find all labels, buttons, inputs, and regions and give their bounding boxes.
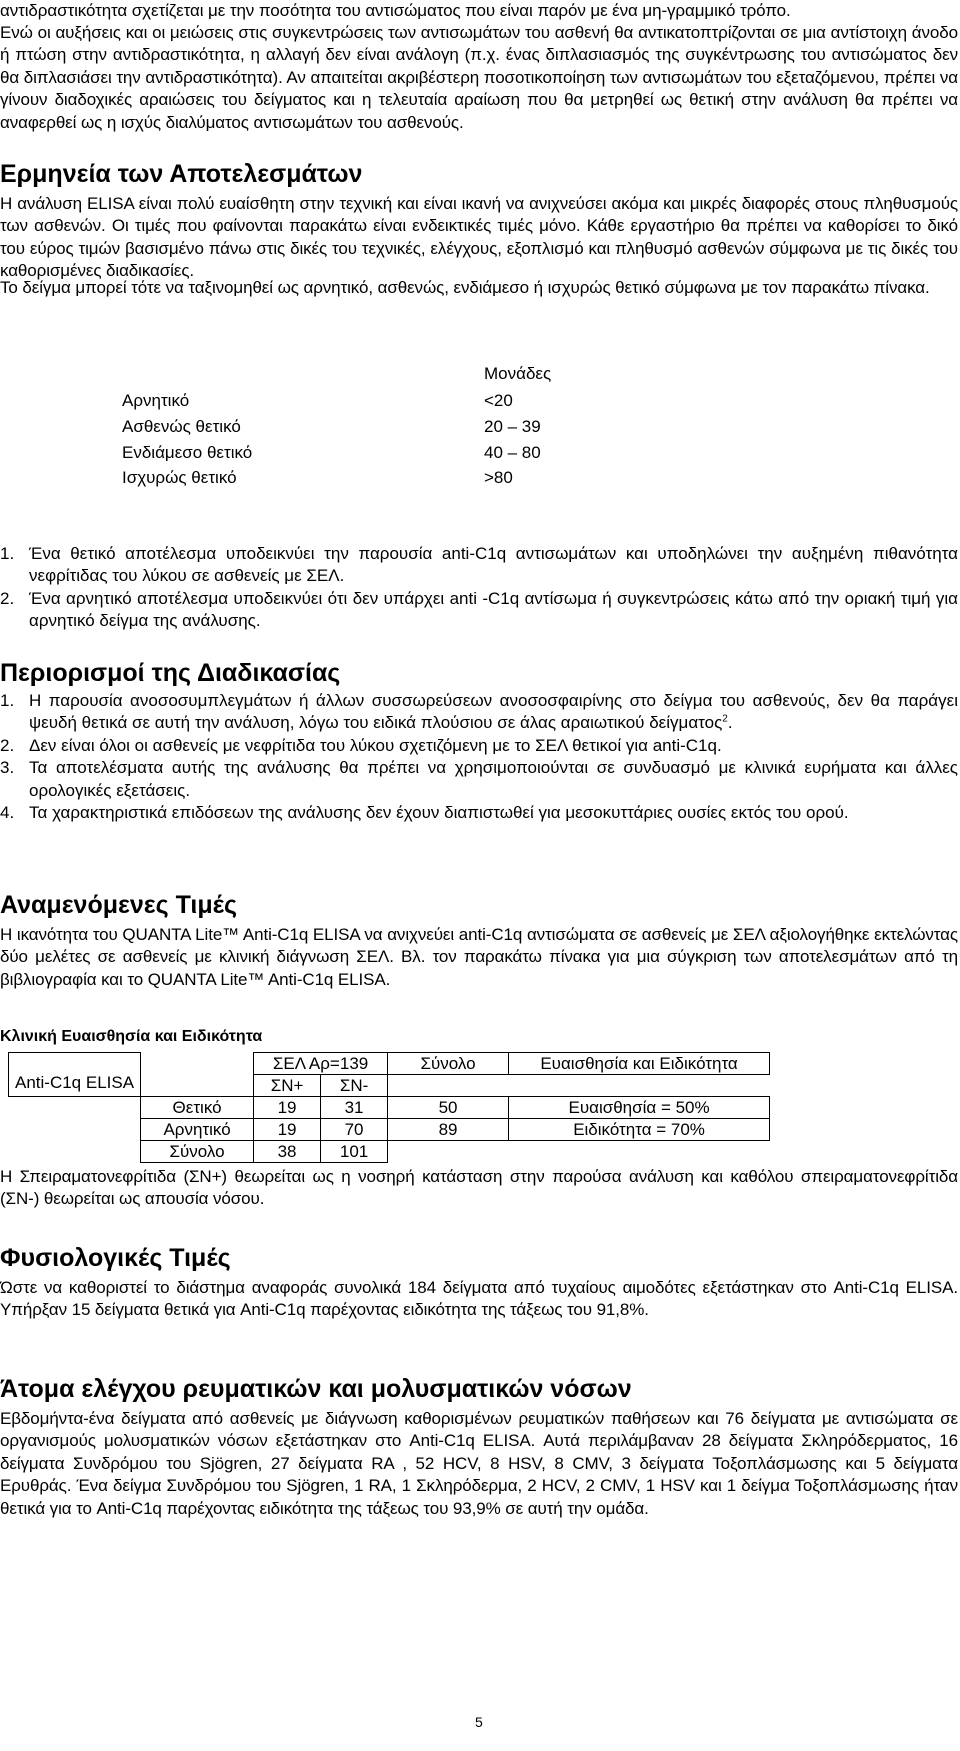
section-heading-controls: Άτομα ελέγχου ρευματικών και μολυσματικών νόσων [0, 1375, 632, 1403]
units-row [122, 442, 722, 464]
list-item: 2. Δεν είναι όλοι οι ασθενείς με νεφρίτιδα του λύκου σχετιζόμενη με το ΣΕΛ θετικοί για anti-C1q. [0, 735, 722, 755]
expected-paragraph: Η ικανότητα του QUANTA Lite™ Anti-C1q ELISA να ανιχνεύει anti-C1q αντισώματα σε ασθενείς με ΣΕΛ αξιολογήθηκε εκτελώντας δύο μελέτες σε ασθενείς με κλινική διάγνωση ΣΕΛ. Βλ. τον παρακάτω πίνακα για μια σύγκριση των αποτελεσμάτων από τη βιβλιογραφία και το QUANTA Lite™ Anti-C1q ELISA. [0, 925, 958, 989]
units-row [122, 416, 722, 438]
table-cell: Αρνητικό [141, 1119, 254, 1141]
table-header: ΣΝ+ [254, 1075, 321, 1097]
list-item: 4. Τα χαρακτηριστικά επιδόσεων της ανάλυσης δεν έχουν διαπιστωθεί για μεσοκυττάριες ουσίες εκτός του ορού. [0, 803, 849, 823]
section-heading-interpretation: Ερμηνεία των Αποτελεσμάτων [0, 160, 363, 188]
table-header: ΣΕΛ Αρ=139 [254, 1053, 388, 1075]
units-value: 20 – 39 [484, 417, 541, 436]
intro-paragraph: Ενώ οι αυξήσεις και οι μειώσεις στις συγκεντρώσεις των αντισωμάτων του ασθενή θα αντικατοπτρίζονται σε μια αντίστοιχη άνοδο ή πτώση στην αντιδραστικότητα, η αλλαγή δεν είναι ανάλογη (π.χ. ένας διπλασιασμός της συγκέντρωσης του αντισώματος δεν θα διπλασιάσει την αντιδραστικότητα). Αν απαιτείται ακριβέστερη ποσοτικοποίηση των αντισωμάτων του εξεταζόμενου, πρέπει να γίνουν διαδοχικές αραιώσεις του δείγματος και η τελευταία αραίωση που θα μετρηθεί ως θετική στην ανάλυση θα πρέπει να αναφερθεί ως η ισχύς διαλύματος αντισωμάτων του ασθενούς. [0, 23, 958, 132]
controls-paragraph: Εβδομήντα-ένα δείγματα από ασθενείς με διάγνωση καθορισμένων ρευματικών παθήσεων και 76 δείγματα με αντισώματα σε οργανισμούς μολυσματικών νόσων εξετάστηκαν στο Anti-C1q ELISA. Αυτά περιλάμβαναν 28 δείγματα Σκληρόδερματος, 16 δείγματα Συνδρόμου του Sjögren, 27 δείγματα RA , 52 HCV, 8 HSV, 8 CMV, 3 δείγματα Τοξοπλάσμωσης και 5 δείγματα Ερυθράς. Ένα δείγμα Συνδρόμου του Sjögren, 1 RA, 1 Σκληρόδερμα, 2 HCV, 2 CMV, 1 HSV και 1 δείγμα Τοξοπλάσμωσης ήταν θετικά για το Anti-C1q παρέχοντας ειδικότητα της τάξεως του 93,9% σε αυτή την ομάδα. [0, 1409, 958, 1518]
sensitivity-subheading: Κλινική Ευαισθησία και Ειδικότητα [0, 1028, 263, 1045]
units-value: 40 – 80 [484, 443, 541, 462]
page-number: 5 [475, 1714, 483, 1730]
table-cell: Θετικό [141, 1097, 254, 1119]
table-header: Σύνολο [388, 1053, 509, 1075]
interpretation-paragraph: Η ανάλυση ELISA είναι πολύ ευαίσθητη στην τεχνική και είναι ικανή να ανιχνεύσει ακόμα και μικρές διαφορές στους πληθυσμούς των ασθενών. Οι τιμές που φαίνονται παρακάτω είναι ενδεικτικές τιμές μόνο. Κάθε εργαστήριο θα πρέπει να καθορίσει το δικό του εύρος τιμών βασισμένο πάνω στις δικές του τεχνικές, ελέγχους, εξοπλισμό και πληθυσμό ασθενών σύμφωνα με τις δικές του καθορισμένες διαδικασίες. [0, 194, 958, 281]
table-cell: 19 [254, 1097, 321, 1119]
table-cell: Σύνολο [141, 1141, 254, 1163]
list-item: 2. Ένα αρνητικό αποτέλεσμα υποδεικνύει ότι δεν υπάρχει anti -C1q αντίσωμα ή συγκεντρώσεις κάτω από την οριακή τιμή για αρνητικό δείγμα της ανάλυσης. [0, 588, 958, 631]
units-value: >80 [484, 468, 513, 487]
section-heading-limitations: Περιορισμοί της Διαδικασίας [0, 659, 341, 687]
intro-line: αντιδραστικότητα σχετίζεται με την ποσότητα του αντισώματος που είναι παρόν με ένα μη-γραμμικό τρόπο. [0, 1, 791, 20]
table-header: Ευαισθησία και Ειδικότητα [509, 1053, 770, 1075]
units-label: Αρνητικό [122, 391, 190, 410]
classification-paragraph: Το δείγμα μπορεί τότε να ταξινομηθεί ως αρνητικό, ασθενώς, ενδιάμεσο ή ισχυρώς θετικό σύμφωνα με τον παρακάτω πίνακα. [0, 278, 930, 297]
table-cell: 101 [321, 1141, 388, 1163]
table-cell: 38 [254, 1141, 321, 1163]
list-item: 1. Η παρουσία ανοσοσυμπλεγμάτων ή άλλων συσσωρεύσεων ανοσοσφαιρίνης στο δείγμα του ασθενούς, δεν θα παράγει ψευδή θετικά σε αυτή την ανάλυση, λόγω του ειδικά πλούσιου σε άλας αραιωτικού δείγματος$^2$. [0, 691, 958, 733]
table-cell: 70 [321, 1119, 388, 1141]
section-heading-expected: Αναμενόμενες Τιμές [0, 891, 237, 919]
table-header: ΣΝ- [321, 1075, 388, 1097]
table-note: Η Σπειραματονεφρίτιδα (ΣΝ+) θεωρείται ως η νοσηρή κατάσταση στην παρούσα ανάλυση και καθόλου σπειραματονεφρίτιδα (ΣΝ-) θεωρείται ως απουσία νόσου. [0, 1167, 958, 1209]
table-cell: Ειδικότητα = 70% [509, 1119, 770, 1141]
units-value: <20 [484, 391, 513, 410]
list-item: 3. Τα αποτελέσματα αυτής της ανάλυσης θα πρέπει να χρησιμοποιούνται σε συνδυασμό με κλινικά ευρήματα και άλλες ορολογικές εξετάσεις. [0, 758, 958, 800]
table-cell: 31 [321, 1097, 388, 1119]
section-heading-normal: Φυσιολογικές Τιμές [0, 1244, 231, 1272]
table-row [9, 1119, 770, 1141]
units-label: Ασθενώς θετικό [122, 417, 241, 436]
table-row [9, 1097, 770, 1119]
limitations-list [0, 690, 958, 824]
table-cell: 89 [388, 1119, 509, 1141]
normal-paragraph: Ώστε να καθοριστεί το διάστημα αναφοράς συνολικά 184 δείγματα από τυχαίους αιμοδότες εξετάστηκαν στο Anti-C1q ELISA. Υπήρξαν 15 δείγματα θετικά για Anti-C1q παρέχοντας ειδικότητα της τάξεως του 91,8%. [0, 1278, 958, 1320]
units-header: Μονάδες [484, 364, 552, 383]
table-cell: Ευαισθησία = 50% [509, 1097, 770, 1119]
units-row [122, 390, 722, 412]
table-cell: 50 [388, 1097, 509, 1119]
sensitivity-table [8, 1052, 770, 1163]
units-row [122, 467, 722, 489]
table-cell: 19 [254, 1119, 321, 1141]
interpretation-list [0, 543, 958, 633]
units-label: Ενδιάμεσο θετικό [122, 443, 253, 462]
list-item: 1. Ένα θετικό αποτέλεσμα υποδεικνύει την παρουσία anti-C1q αντισωμάτων και υποδηλώνει την αυξημένη πιθανότητα νεφρίτιδας του λύκου σε ασθενείς με ΣΕΛ. [0, 544, 958, 586]
table-row-label: Anti-C1q ELISA [9, 1053, 141, 1097]
units-label: Ισχυρώς θετικό [122, 468, 237, 487]
table-row [9, 1141, 770, 1163]
units-table [122, 363, 622, 493]
